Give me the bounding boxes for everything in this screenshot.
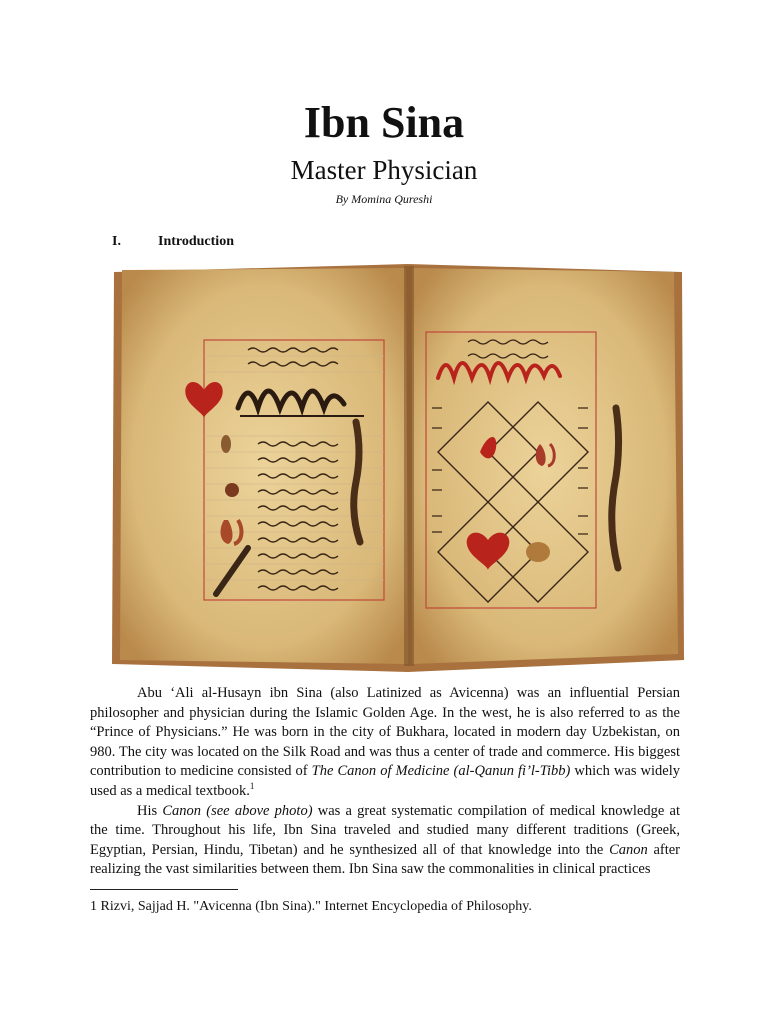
italic-text: Canon — [609, 841, 648, 858]
document-subtitle: Master Physician — [290, 155, 478, 185]
footnote: 1 Rizvi, Sajjad H. "Avicenna (Ibn Sina)." Internet Encyclopedia of Philosophy. — [90, 899, 532, 914]
footnote-divider — [90, 889, 238, 890]
canon-of-medicine-manuscript-photo — [108, 258, 688, 674]
author-byline: By Momina Qureshi — [335, 192, 433, 206]
paragraph — [90, 802, 680, 880]
text-run: His — [137, 802, 163, 819]
italic-text: Canon (see above photo) — [162, 802, 313, 819]
body-text — [90, 684, 680, 880]
section-number: I. — [112, 234, 121, 249]
section-title: Introduction — [158, 234, 234, 249]
text-run: Abu ‘Ali al-Husayn ibn Sina (also Latinized as Avicenna) was an influential Persian philosopher and physician during the Islamic Golden Age. In the west, he is also referred to as the “Prince of Physicians.” He was born in the city of Bukhara, located in modern day Uzbekistan, on 980. The city was located on the Silk Road and was thus a center of trade and commerce. His biggest contribution to medicine consisted of — [90, 685, 680, 780]
text-run: was a great systematic compilation of medical knowledge at the time. Throughout his life, Ibn Sina traveled and studied many different traditions (Greek, Egyptian, Persian, Hindu, Tibetan) and he synthesized all of that knowledge into the — [90, 802, 680, 858]
text-run: which was widely used as a medical textbook. — [90, 763, 681, 799]
paragraph — [90, 684, 680, 802]
book-title-italic: The Canon of Medicine (al-Qanun fi’l-Tibb) — [311, 763, 571, 780]
footnote-reference: 1 — [249, 781, 255, 792]
section-heading — [112, 233, 234, 251]
document-title: Ibn Sina — [303, 98, 465, 147]
text-run: after realizing the vast similarities between them. Ibn Sina saw the commonalities in clinical practices — [90, 841, 681, 878]
